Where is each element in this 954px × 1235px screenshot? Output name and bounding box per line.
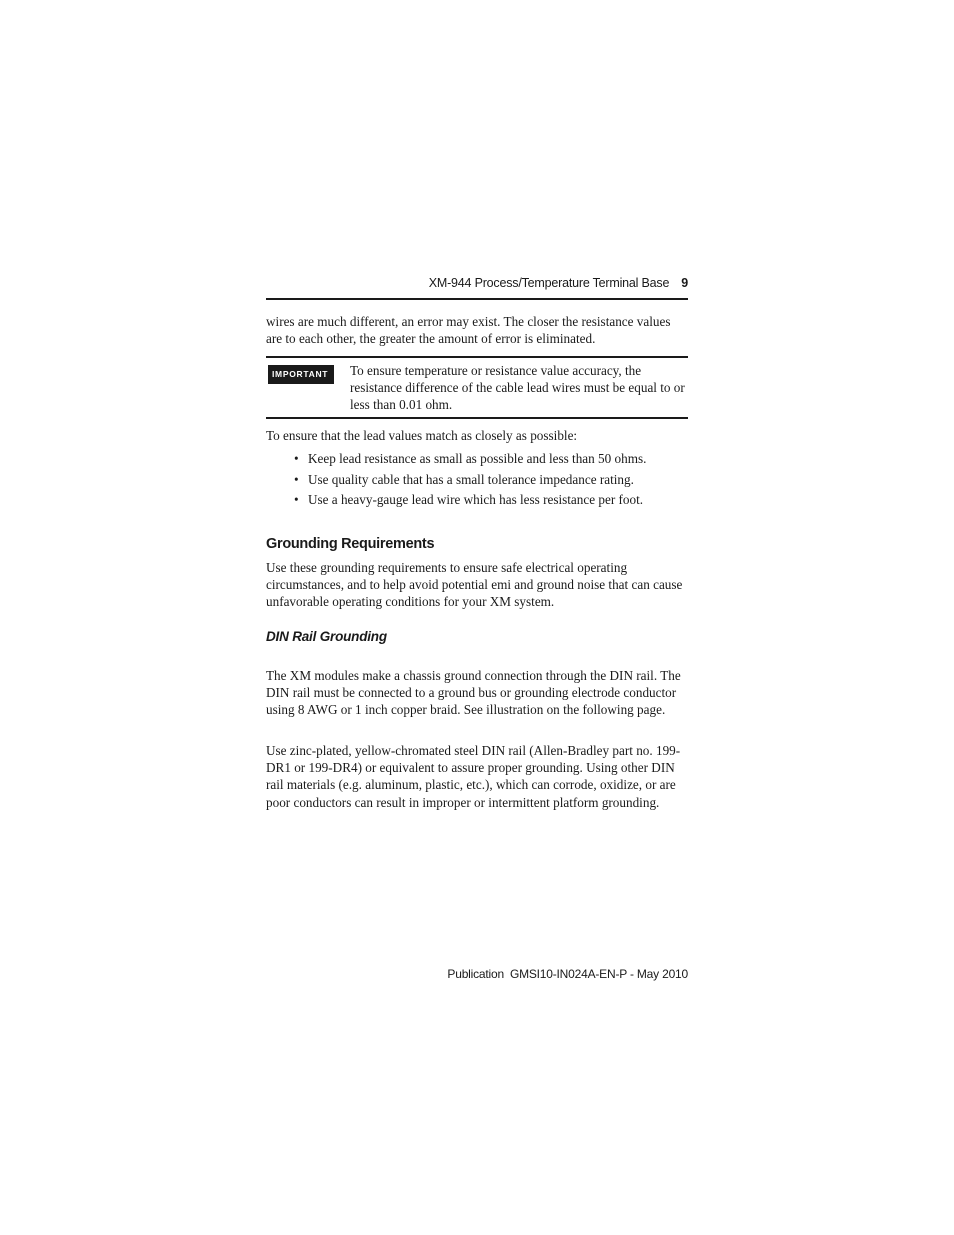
header-divider (266, 298, 688, 300)
publication-id: GMSI10-IN024A-EN-P - May 2010 (509, 967, 688, 981)
lead-values-list (294, 450, 694, 512)
important-callout (266, 356, 688, 419)
list-item: • Keep lead resistance as small as possible and less than 50 ohms. (294, 451, 647, 466)
important-text: To ensure temperature or resistance value accuracy, the resistance difference of the cable lead wires must be equal to or less than 0.01 ohm. (350, 363, 685, 413)
page-number: 9 (681, 276, 688, 290)
bullet-icon: • (294, 451, 299, 466)
din-rail-paragraph-2: Use zinc-plated, yellow-chromated steel DIN rail (Allen-Bradley part no. 199-DR1 or 199-DR4) or equivalent to assure proper grounding. Using other DIN rail materials (e.g. aluminum, plastic, etc.), which can corrode, oxidize, or are poor conductors can result in improper or intermittent platform grounding. (266, 743, 681, 810)
header-title: XM-944 Process/Temperature Terminal Base (428, 276, 670, 290)
page-header (266, 276, 688, 294)
important-badge: IMPORTANT (268, 365, 334, 384)
list-item: • Use quality cable that has a small tolerance impedance rating. (294, 471, 634, 487)
din-rail-paragraph-1: The XM modules make a chassis ground connection through the DIN rail. The DIN rail must be connected to a ground bus or grounding electrode conductor using 8 AWG or 1 inch copper braid. See illustration on the following page. (266, 668, 681, 718)
list-item: • Use a heavy-gauge lead wire which has less resistance per foot. (294, 492, 644, 508)
lead-values-intro: To ensure that the lead values match as closely as possible: (266, 428, 578, 443)
section-heading: Grounding Requirements (266, 536, 435, 552)
footer-label: Publication (447, 967, 504, 981)
grounding-paragraph: Use these grounding requirements to ensure safe electrical operating circumstances, and to help avoid potential emi and ground noise that can cause unfavorable operating conditions for your XM system. (266, 560, 683, 610)
bullet-icon: • (294, 471, 299, 487)
intro-paragraph: wires are much different, an error may exist. The closer the resistance values are to each other, the greater the amount of error is eliminated. (266, 314, 671, 347)
page-footer (266, 967, 688, 981)
subsection-heading: DIN Rail Grounding (266, 629, 387, 644)
bullet-icon: • (294, 492, 299, 508)
